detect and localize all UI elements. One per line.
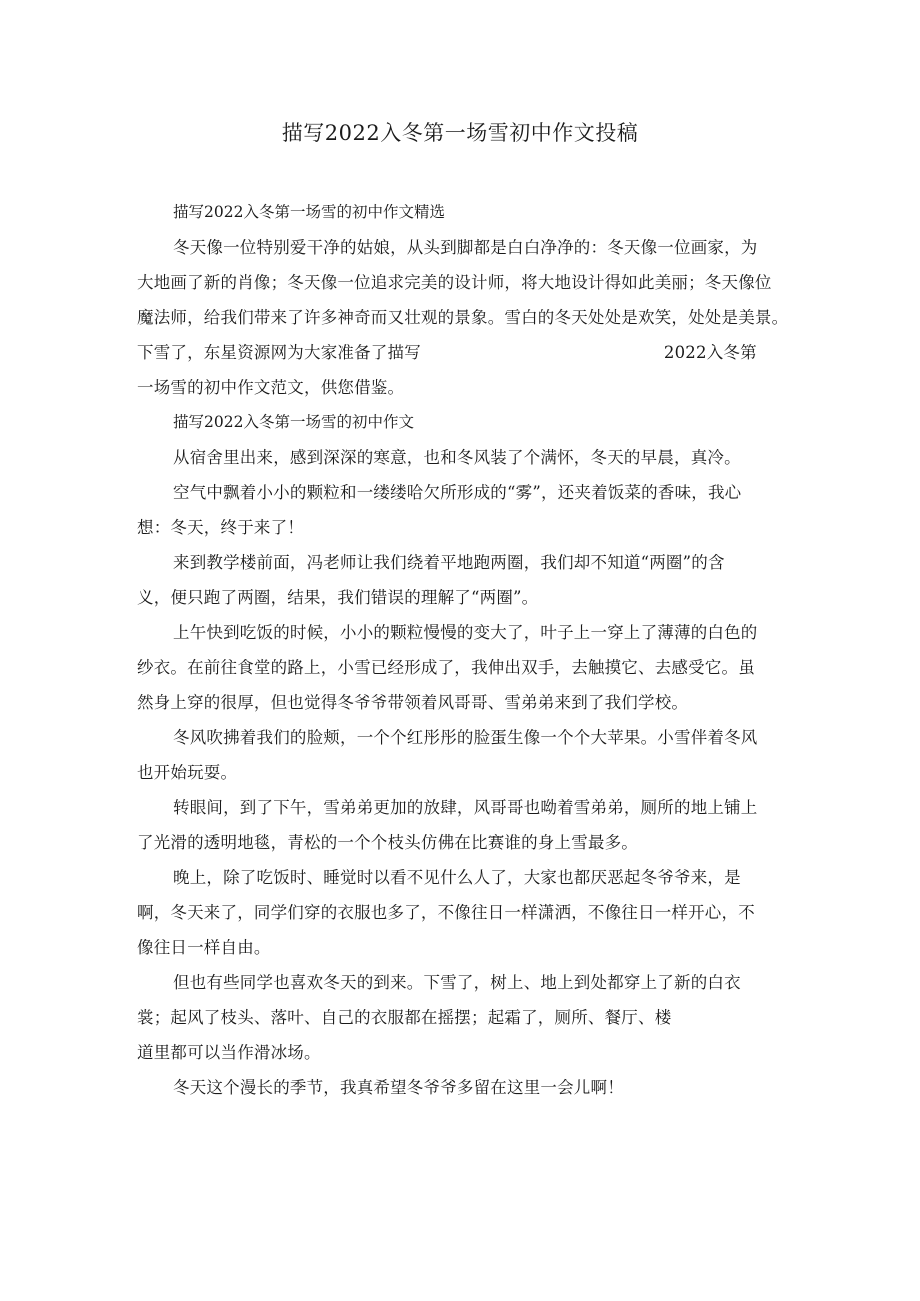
text-line: 上午快到吃饭的时候，小小的颗粒慢慢的变大了，叶子上一穿上了薄薄的白色的 xyxy=(173,623,758,642)
text-line: 裳；起风了枝头、落叶、自己的衣服都在摇摆；起霜了，厕所、餐厅、楼 xyxy=(137,1008,672,1027)
text-line: 魔法师，给我们带来了许多神奇而又壮观的景象。雪白的冬天处处是欢笑，处处是美景。 xyxy=(137,308,789,327)
text-line: 也开始玩耍。 xyxy=(137,763,238,782)
text-line: 晚上，除了吃饭时、睡觉时以看不见什么人了，大家也都厌恶起冬爷爷来，是 xyxy=(173,868,741,887)
text-line: 义，便只跑了两圈，结果，我们错误的理解了“两圈”。 xyxy=(137,588,539,607)
text-line: 冬天这个漫长的季节，我真希望冬爷爷多留在这里一会儿啊！ xyxy=(173,1078,624,1097)
text-line: 了光滑的透明地毯，青松的一个个枝头仿佛在比赛谁的身上雪最多。 xyxy=(137,833,638,852)
subheading-selected-essays: 描写2022入冬第一场雪的初中作文精选 xyxy=(173,203,445,221)
essay-paragraph xyxy=(137,440,787,475)
text-line: 道里都可以当作滑冰场。 xyxy=(137,1043,321,1062)
essay-paragraph xyxy=(137,475,787,545)
document-body xyxy=(137,195,787,1105)
text-fragment: 下雪了，东星资源网为大家准备了描写 xyxy=(137,343,421,362)
text-line: 转眼间，到了下午，雪弟弟更加的放肆，风哥哥也呦着雪弟弟，厕所的地上铺上 xyxy=(173,798,758,817)
intro-paragraph xyxy=(137,230,787,405)
page-title: 描写2022入冬第一场雪初中作文投稿 xyxy=(281,121,639,145)
text-line: 想：冬天，终于来了！ xyxy=(137,518,304,537)
text-line: 啊，冬天来了，同学们穿的衣服也多了，不像往日一样潇洒，不像往日一样开心，不 xyxy=(137,903,755,922)
text-fragment: 2022入冬第 xyxy=(663,343,757,362)
text-line: 空气中飘着小小的颗粒和一缕缕哈欠所形成的“雾”，还夹着饭菜的香味，我心 xyxy=(173,483,742,502)
subheading-essay: 描写2022入冬第一场雪的初中作文 xyxy=(173,413,414,431)
essay-paragraph xyxy=(137,1070,787,1105)
text-line: 像往日一样自由。 xyxy=(137,938,271,957)
text-line: 来到教学楼前面，冯老师让我们绕着平地跑两圈，我们却不知道“两圈”的含 xyxy=(173,553,725,572)
essay-paragraph xyxy=(137,790,787,860)
text-line: 然身上穿的很厚，但也觉得冬爷爷带领着风哥哥、雪弟弟来到了我们学校。 xyxy=(137,693,689,712)
essay-paragraph xyxy=(137,545,787,615)
text-line: 但也有些同学也喜欢冬天的到来。下雪了，树上、地上到处都穿上了新的白衣 xyxy=(173,973,741,992)
essay-paragraph xyxy=(137,615,787,720)
essay-paragraph xyxy=(137,965,787,1070)
text-line: 纱衣。在前往食堂的路上，小雪已经形成了，我伸出双手，去触摸它、去感受它。虽 xyxy=(137,658,755,677)
text-line: 冬风吹拂着我们的脸颊，一个个红彤彤的脸蛋生像一个个大苹果。小雪伴着冬风 xyxy=(173,728,758,747)
text-line: 从宿舍里出来，感到深深的寒意，也和冬风装了个满怀，冬天的早晨，真冷。 xyxy=(173,448,741,467)
text-line: 冬天像一位特别爱干净的姑娘，从头到脚都是白白净净的：冬天像一位画家，为 xyxy=(173,238,758,257)
essay-paragraph xyxy=(137,860,787,965)
text-line xyxy=(137,335,787,370)
text-line: 大地画了新的肖像；冬天像一位追求完美的设计师，将大地设计得如此美丽；冬天像位 xyxy=(137,273,772,292)
essay-paragraph xyxy=(137,720,787,790)
text-line: 一场雪的初中作文范文，供您借鉴。 xyxy=(137,378,405,397)
